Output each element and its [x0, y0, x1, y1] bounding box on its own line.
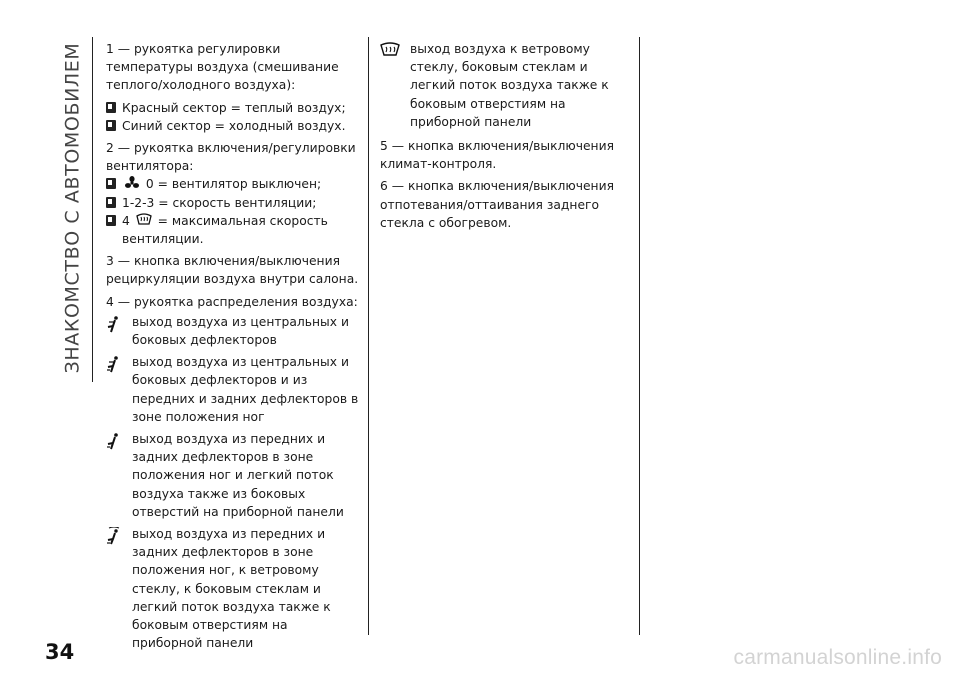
watermark: carmanualsonline.info [733, 646, 942, 669]
column-divider-right [639, 37, 640, 635]
air-option-face [106, 313, 361, 349]
bullet-fan-speed [106, 194, 361, 212]
air-option-feet-defrost [106, 525, 361, 652]
air-option-face-text: выход воздуха из центральных и боковых дефлекторов [132, 314, 349, 348]
air-option-face-feet [106, 353, 361, 426]
bullet-box-icon [106, 102, 116, 113]
air-option-windshield [380, 40, 632, 131]
bullet-fan-max-text: = максимальная скорость вентиляции. [122, 213, 328, 247]
item-6-text: 6 — кнопка включения/выключения отпотевания/оттаивания заднего стекла с обогревом. [380, 179, 614, 230]
column-divider-middle [368, 37, 369, 635]
item-5-text: 5 — кнопка включения/выключения климат-контроля. [380, 139, 614, 172]
item-2-text: 2 — рукоятка включения/регулировки вентилятора: [106, 141, 356, 174]
bullet-red-sector [106, 99, 361, 117]
vent-face-icon [106, 315, 122, 333]
air-option-feet-text: выход воздуха из передних и задних дефлекторов в зоне положения ног и легкий поток воздуха также из боковых отверстий на приборной панели [132, 432, 344, 519]
sidebar-divider [92, 37, 93, 382]
left-column [106, 40, 361, 657]
chapter-title [58, 35, 86, 380]
vent-feet-icon [106, 432, 122, 450]
windshield-defrost-icon [380, 42, 400, 58]
page-number: 34 [45, 640, 75, 664]
right-column [380, 40, 632, 236]
vent-feet-defrost-icon [106, 527, 122, 545]
max-defrost-icon [136, 213, 152, 227]
bullet-fan-off-text: 0 = вентилятор выключен; [145, 177, 322, 192]
item-4-text: 4 — рукоятка распределения воздуха: [106, 294, 358, 309]
item-3-text: 3 — кнопка включения/выключения рециркуляции воздуха внутри салона. [106, 254, 359, 287]
fan-icon [124, 176, 140, 190]
air-option-feet-defrost-text: выход воздуха из передних и задних дефлекторов в зоне положения ног, к ветровому стеклу, к боковым стеклам и легкий поток воздуха также к боковым отверстиям на приборной панели [132, 527, 331, 651]
item-1-text: 1 — рукоятка регулировки температуры воздуха (смешивание теплого/холодного воздуха): [106, 42, 339, 93]
air-option-feet [106, 430, 361, 521]
bullet-red-sector-text: Красный сектор = теплый воздух; [122, 100, 346, 115]
bullet-fan-max-number: 4 [122, 213, 130, 228]
vent-face-feet-icon [106, 355, 122, 373]
chapter-title-text: ЗНАКОМСТВО С АВТОМОБИЛЕМ [61, 42, 84, 373]
bullet-box-icon [106, 178, 116, 189]
bullet-blue-sector-text: Синий сектор = холодный воздух. [122, 118, 346, 133]
air-option-face-feet-text: выход воздуха из центральных и боковых дефлекторов и из передних и задних дефлекторов в зоне положения ног [132, 355, 359, 424]
bullet-fan-max [106, 212, 361, 248]
air-option-windshield-text: выход воздуха к ветровому стеклу, боковым стеклам и легкий поток воздуха также к боковым отверстиям на приборной панели [410, 42, 609, 129]
bullet-box-icon [106, 120, 116, 131]
bullet-blue-sector [106, 117, 361, 135]
bullet-box-icon [106, 197, 116, 208]
bullet-fan-off [106, 175, 361, 193]
bullet-box-icon [106, 215, 116, 226]
bullet-fan-speed-text: 1-2-3 = скорость вентиляции; [122, 195, 317, 210]
